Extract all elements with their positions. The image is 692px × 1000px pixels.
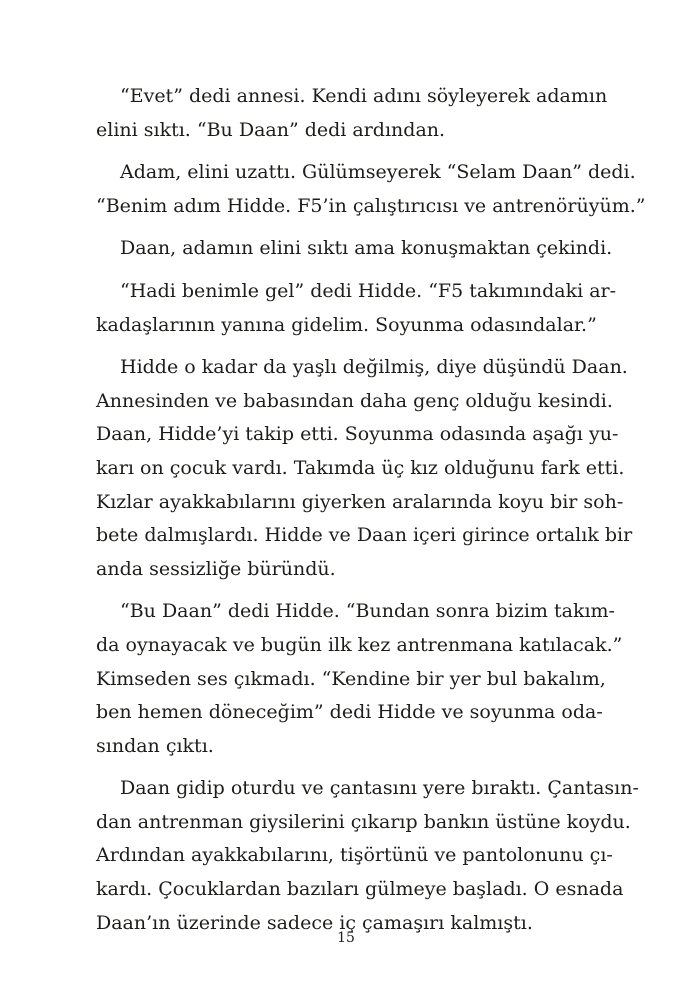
paragraph: [96, 232, 613, 266]
paragraph: [96, 156, 646, 223]
text-line: Kimseden ses çıkmadı. “Kendine bir yer bul bakalım,: [96, 667, 606, 690]
text-line: kadaşlarının yanına gidelim. Soyunma odasındalar.”: [96, 313, 597, 336]
text-line: Adam, elini uzattı. Gülümseyerek “Selam Daan” dedi.: [120, 161, 636, 184]
text-line: Daan gidip oturdu ve çantasını yere bıraktı. Çantasın-: [120, 777, 639, 800]
text-line: Kızlar ayakkabılarını giyerken aralarında koyu bir soh-: [96, 490, 624, 513]
text-line: Daan’ın üzerinde sadece iç çamaşırı kalmıştı.: [96, 911, 533, 934]
paragraph: [96, 275, 617, 342]
text-line: ben hemen döneceğim” dedi Hidde ve soyunma oda-: [96, 701, 603, 724]
page-number: 15: [337, 930, 355, 946]
text-line: elini sıktı. “Bu Daan” dedi ardından.: [96, 118, 446, 141]
text-line: dan antrenman giysilerini çıkarıp bankın üstüne koydu.: [96, 810, 631, 833]
text-line: sından çıktı.: [96, 734, 214, 757]
text-line: karı on çocuk vardı. Takımda üç kız olduğunu fark etti.: [96, 456, 625, 479]
text-line: bete dalmışlardı. Hidde ve Daan içeri girince ortalık bir: [96, 524, 633, 547]
body-text: [96, 80, 646, 949]
text-line: “Bu Daan” dedi Hidde. “Bundan sonra bizim takım-: [120, 600, 615, 623]
text-line: da oynayacak ve bugün ilk kez antrenmana katılacak.”: [96, 633, 623, 656]
paragraph: [96, 772, 639, 940]
text-line: “Benim adım Hidde. F5’in çalıştırıcısı ve antrenörüyüm.”: [96, 194, 646, 217]
text-line: Daan, Hidde’yi takip etti. Soyunma odasında aşağı yu-: [96, 423, 619, 446]
text-line: anda sessizliğe büründü.: [96, 557, 336, 580]
text-line: Daan, adamın elini sıktı ama konuşmaktan çekindi.: [120, 237, 613, 260]
text-line: kardı. Çocuklardan bazıları gülmeye başladı. O esnada: [96, 878, 624, 901]
text-line: “Evet” dedi annesi. Kendi adını söyleyerek adamın: [120, 85, 608, 107]
paragraph: [96, 80, 608, 147]
text-line: Ardından ayakkabılarını, tişörtünü ve pantolonunu çı-: [96, 844, 613, 867]
text-line: Annesinden ve babasından daha genç olduğu kesindi.: [96, 389, 613, 412]
text-line: Hidde o kadar da yaşlı değilmiş, diye düşündü Daan.: [120, 356, 628, 379]
paragraph: [96, 595, 623, 763]
text-line: “Hadi benimle gel” dedi Hidde. “F5 takımındaki ar-: [120, 279, 617, 302]
paragraph: [96, 351, 633, 586]
